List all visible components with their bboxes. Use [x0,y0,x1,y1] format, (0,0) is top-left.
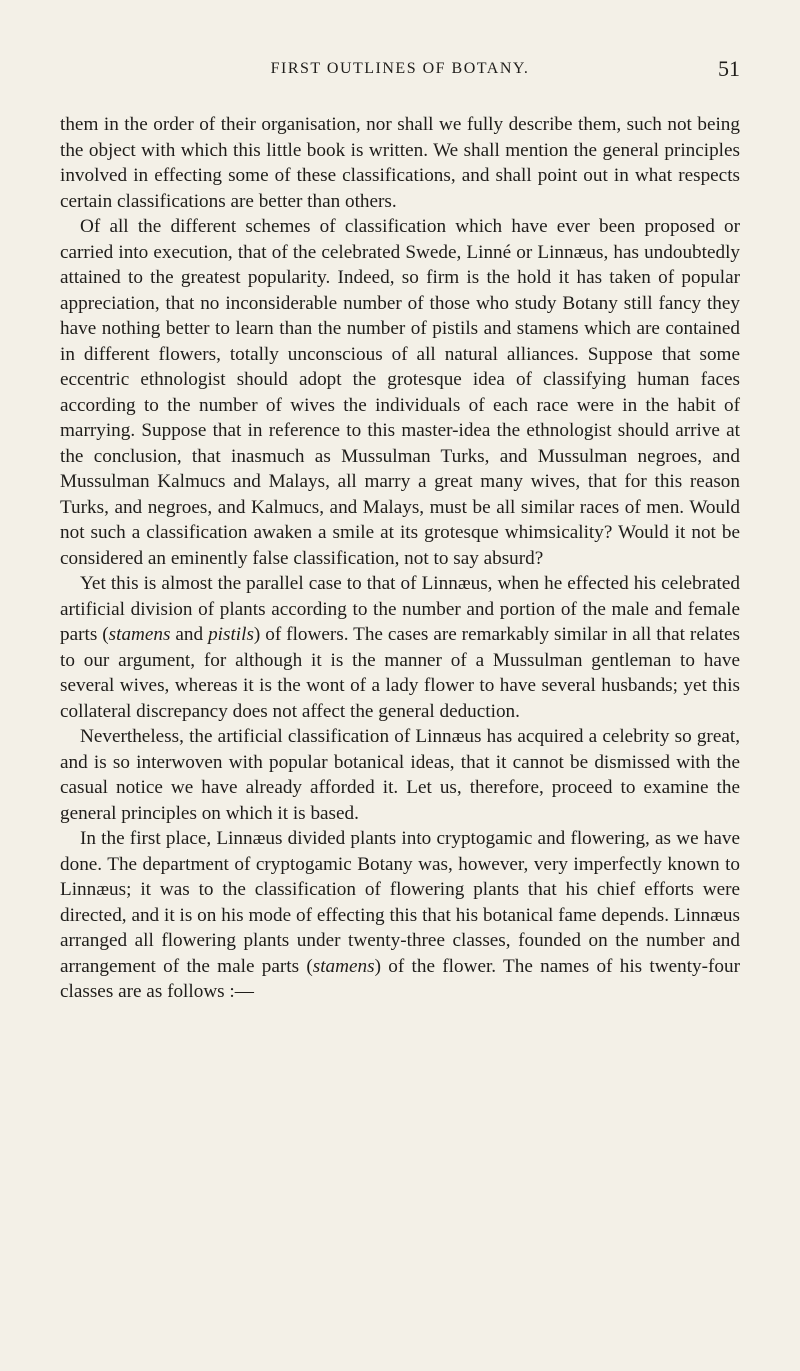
paragraph-linnaeus-popularity: Of all the different schemes of classification which have ever been proposed or carried into execution, that of the celebrated Swede, Linné or Linnæus, has undoubtedly attained to the greatest popularity. Indeed, so firm is the hold it has taken of popular appreciation, that no inconsiderable number of those who study Botany still fancy they have nothing better to learn than the number of pistils and stamens which are contained in different flowers, totally unconscious of all natural alliances. Suppose that some eccentric ethnologist should adopt the grotesque idea of classifying human faces according to the number of wives the individuals of each race were in the habit of marrying. Suppose that in reference to this master-idea the ethnologist should arrive at the conclusion, that inasmuch as Mussulman Turks, and Mussulman negroes, and Mussulman Kalmucs and Malays, all marry a great many wives, that for this reason Turks, and negroes, and Kalmucs, and Malays, must be all similar races of men. Would not such a classification awaken a smile at its grotesque whimsicality? Would it not be considered an eminently false classification, not to say absurd? [60,216,740,569]
text-run: and [170,624,209,645]
paragraph-first-place [60,826,740,1005]
italic-term-stamens: stamens [108,624,171,645]
running-title: FIRST OUTLINES OF BOTANY. [270,60,530,77]
paragraph-nevertheless: Nevertheless, the artificial classification of Linnæus has acquired a celebrity so great, and is so interwoven with popular botanical ideas, that it cannot be dismissed with the casual notice we have already afforded it. Let us, therefore, proceed to examine the general principles on which it is based. [60,726,740,824]
text-run: ) of the flower. The names of his twenty-four classes are as follows :— [60,955,740,1002]
text-run: In the first place, Linnæus divided plants into cryptogamic and flowering, as we have done. The department of cryptogamic Botany was, however, very imperfectly known to Linnæus; it was to the classification of flowering plants that his chief efforts were directed, and it is on his mode of effecting this that his botanical fame depends. Linnæus arranged all flowering plants under twenty-three classes, founded on the number and arrangement of the male parts ( [60,828,740,977]
paragraph-parallel-case [60,571,740,724]
italic-term-stamens: stamens [312,955,375,977]
body-text [60,112,740,1005]
paragraph-continuation: them in the order of their organisation, nor shall we fully describe them, such not being the object with which this little book is written. We shall mention the general principles involved in effecting some of these classifications, and shall point out in what respects certain classifications are better than others. [60,114,740,212]
italic-term-pistils: pistils [208,624,254,645]
text-run: ) of flowers. The cases are remarkably similar in all that relates to our argument, for although it is the manner of a Mussulman gentleman to have several wives, whereas it is the wont of a lady flower to have several husbands; yet this collateral discrepancy does not affect the general deduction. [60,624,740,722]
running-head [60,56,740,90]
page-number: 51 [718,56,740,81]
text-run: Yet this is almost the parallel case to that of Linnæus, when he effected his celebrated artificial division of plants according to the number and portion of the male and female parts ( [60,573,740,645]
